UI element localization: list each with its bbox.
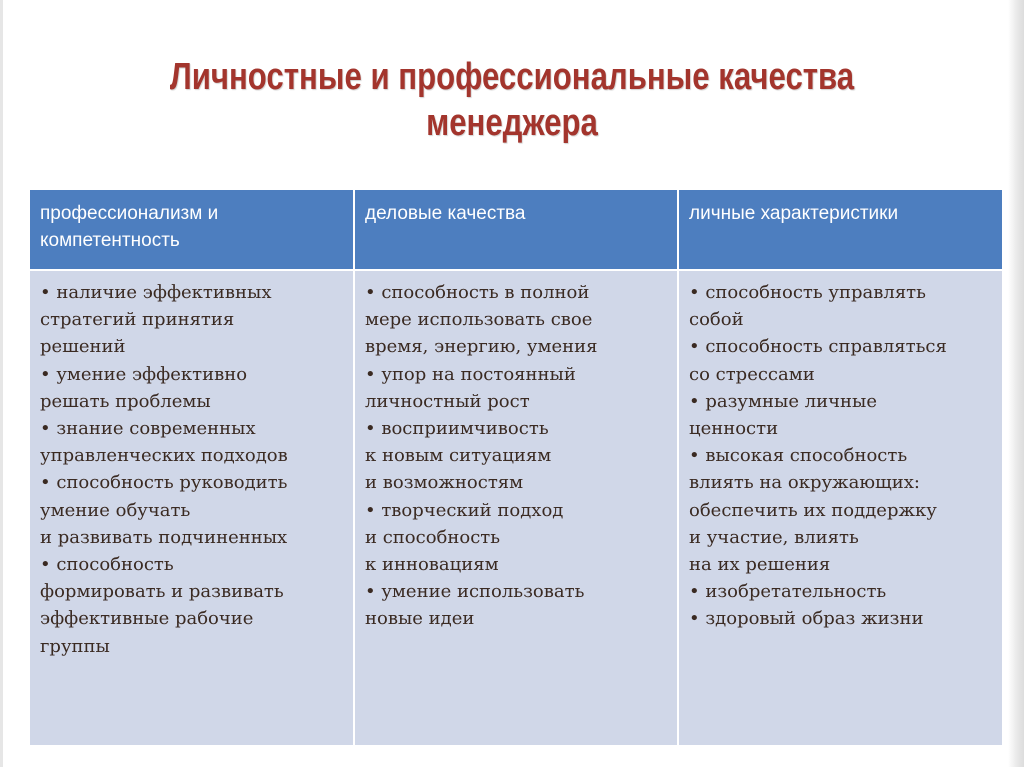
cell-line: обеспечить их поддержку (689, 499, 937, 521)
cell-line: собой (689, 309, 744, 331)
cell-line: и участие, влиять (689, 526, 859, 548)
header-professionalism (30, 190, 354, 270)
cell-line: со стрессами (689, 363, 815, 385)
table-row (30, 270, 1002, 745)
cell-line: и развивать подчиненных (40, 526, 288, 548)
cell-line: время, энергию, умения (365, 336, 598, 358)
cell-line: умение обучать (40, 499, 191, 521)
cell-personal-characteristics (678, 270, 1002, 745)
cell-line: • способность управлять (689, 282, 926, 303)
cell-line: ценности (689, 418, 779, 440)
slide-left-edge (0, 0, 3, 767)
slide-title (166, 54, 858, 146)
header-business-qualities (354, 190, 678, 270)
cell-line: решений (40, 336, 126, 358)
cell-line: на их решения (689, 554, 831, 576)
cell-line: стратегий принятия (40, 309, 235, 331)
header-line: профессионализм и (40, 203, 219, 224)
cell-line: • восприимчивость (365, 418, 549, 440)
cell-line: • способность в полной (365, 282, 590, 303)
cell-business-qualities (354, 270, 678, 745)
cell-line: эффективные рабочие (40, 608, 254, 630)
cell-line: • способность руководить (40, 472, 288, 494)
header-line: деловые качества (365, 203, 526, 224)
header-line: личные характеристики (689, 203, 899, 224)
cell-line: влиять на окружающих: (689, 472, 920, 494)
cell-line: формировать и развивать (40, 581, 284, 603)
cell-line: личностный рост (365, 390, 530, 412)
cell-line: • здоровый образ жизни (689, 608, 924, 630)
qualities-table (30, 190, 1002, 745)
cell-line: • умение использовать (365, 581, 585, 603)
cell-line: и способность (365, 526, 501, 548)
cell-line: • знание современных (40, 418, 256, 440)
cell-line: • наличие эффективных (40, 282, 272, 303)
cell-line: к инновациям (365, 554, 499, 576)
header-personal-characteristics (678, 190, 1002, 270)
cell-line: • умение эффективно (40, 363, 248, 385)
cell-line: новые идеи (365, 608, 475, 630)
header-line: компетентность (40, 230, 180, 251)
cell-line: и возможностям (365, 472, 524, 494)
slide-right-shadow (1008, 0, 1024, 767)
cell-line: управленческих подходов (40, 445, 288, 467)
table-header-row (30, 190, 1002, 270)
cell-line: мере использовать свое (365, 309, 593, 331)
cell-line: к новым ситуациям (365, 445, 552, 467)
cell-line: • разумные личные (689, 390, 878, 412)
cell-line: • высокая способность (689, 445, 908, 467)
title-line-1: Личностные и профессиональные качества (169, 56, 855, 98)
cell-line: • творческий подход (365, 499, 564, 521)
cell-line: • способность справляться (689, 336, 947, 358)
cell-line: • способность (40, 554, 174, 576)
title-line-2: менеджера (426, 102, 598, 144)
cell-professionalism (30, 270, 354, 745)
cell-line: решать проблемы (40, 390, 211, 412)
cell-line: группы (40, 635, 110, 657)
cell-line: • упор на постоянный (365, 363, 576, 385)
cell-line: • изобретательность (689, 581, 887, 603)
